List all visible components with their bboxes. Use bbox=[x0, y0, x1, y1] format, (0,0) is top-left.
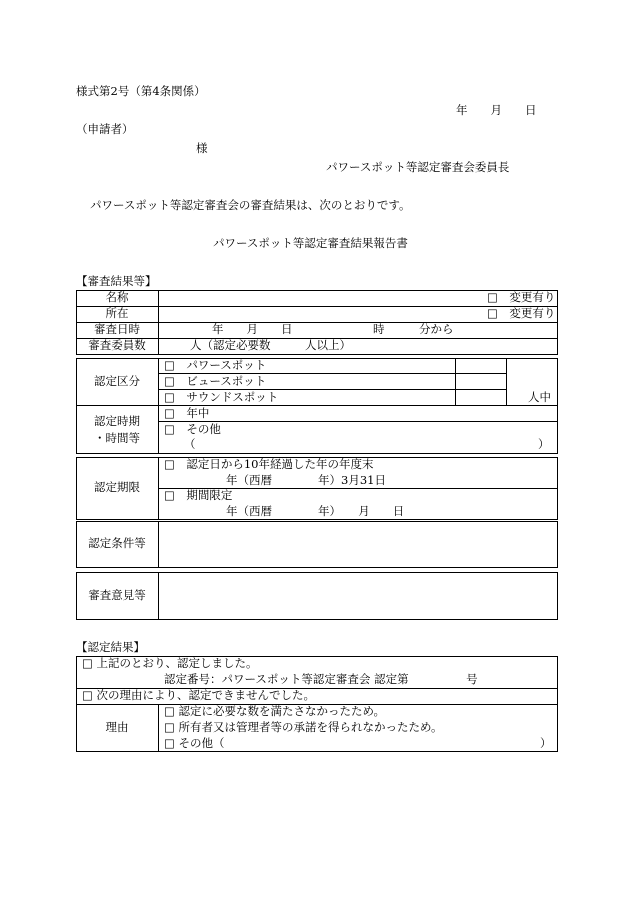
honorific: 様 bbox=[196, 141, 208, 155]
reason-paren-close: ） bbox=[540, 736, 552, 750]
members-label: 審査委員数 bbox=[88, 338, 146, 352]
date-line: 年 月 日 bbox=[456, 103, 537, 117]
location-change-checkbox[interactable]: □ 変更有り bbox=[487, 306, 556, 320]
datetime-value: 年 月 日 時 分から bbox=[212, 322, 454, 336]
period-paren-open: （ bbox=[184, 437, 196, 451]
location-label: 所在 bbox=[105, 306, 129, 320]
name-label: 名称 bbox=[105, 290, 129, 304]
opinion-label: 審査意見等 bbox=[88, 588, 146, 602]
term-option-limited[interactable]: □ 期間限定 bbox=[164, 488, 233, 502]
reason-other[interactable]: □ その他（ bbox=[164, 736, 225, 750]
intro-text: パワースポット等認定審査会の審査結果は、次のとおりです。 bbox=[90, 198, 411, 212]
members-value: 人（認定必要数 人以上） bbox=[190, 338, 351, 352]
period-year-round[interactable]: □ 年中 bbox=[164, 406, 210, 420]
result-rejected-checkbox[interactable]: □ 次の理由により、認定できませんでした。 bbox=[82, 688, 316, 702]
issuer: パワースポット等認定審査会委員長 bbox=[326, 160, 510, 174]
period-paren-close: ） bbox=[538, 437, 550, 451]
category-count: 人中 bbox=[528, 390, 551, 404]
term-option-ten-years[interactable]: □ 認定日から10年経過した年の年度末 bbox=[164, 457, 374, 471]
document-title: パワースポット等認定審査結果報告書 bbox=[213, 236, 408, 250]
result-heading: 【認定結果】 bbox=[76, 640, 145, 654]
name-change-checkbox[interactable]: □ 変更有り bbox=[487, 290, 556, 304]
category-power-spot[interactable]: □ パワースポット bbox=[164, 358, 267, 372]
reason-label: 理由 bbox=[105, 720, 129, 734]
reason-insufficient[interactable]: □ 認定に必要な数を満たさなかったため。 bbox=[164, 704, 386, 718]
reason-no-consent[interactable]: □ 所有者又は管理者等の承諾を得られなかったため。 bbox=[164, 720, 443, 734]
term-option-limited-date: 年（西暦 年） 月 日 bbox=[226, 504, 405, 518]
period-label-1: 認定時期 bbox=[94, 414, 140, 428]
category-label: 認定区分 bbox=[94, 374, 140, 388]
term-option-ten-years-date: 年（西暦 年）3月31日 bbox=[226, 473, 386, 487]
category-sound-spot[interactable]: □ サウンドスポット bbox=[164, 390, 279, 404]
category-view-spot[interactable]: □ ビュースポット bbox=[164, 374, 267, 388]
term-label: 認定期限 bbox=[94, 480, 140, 494]
certification-number: 認定番号：パワースポット等認定審査会 認定第 号 bbox=[164, 672, 478, 686]
form-number: 様式第2号（第4条関係） bbox=[76, 84, 206, 98]
review-heading: 【審査結果等】 bbox=[76, 274, 157, 288]
conditions-label: 認定条件等 bbox=[88, 536, 146, 550]
result-approved-checkbox[interactable]: □ 上記のとおり、認定しました。 bbox=[82, 656, 258, 670]
period-other[interactable]: □ その他 bbox=[164, 422, 221, 436]
datetime-label: 審査日時 bbox=[94, 322, 140, 336]
period-label-2: ・時間等 bbox=[94, 431, 140, 445]
applicant-label: （申請者） bbox=[76, 122, 134, 136]
